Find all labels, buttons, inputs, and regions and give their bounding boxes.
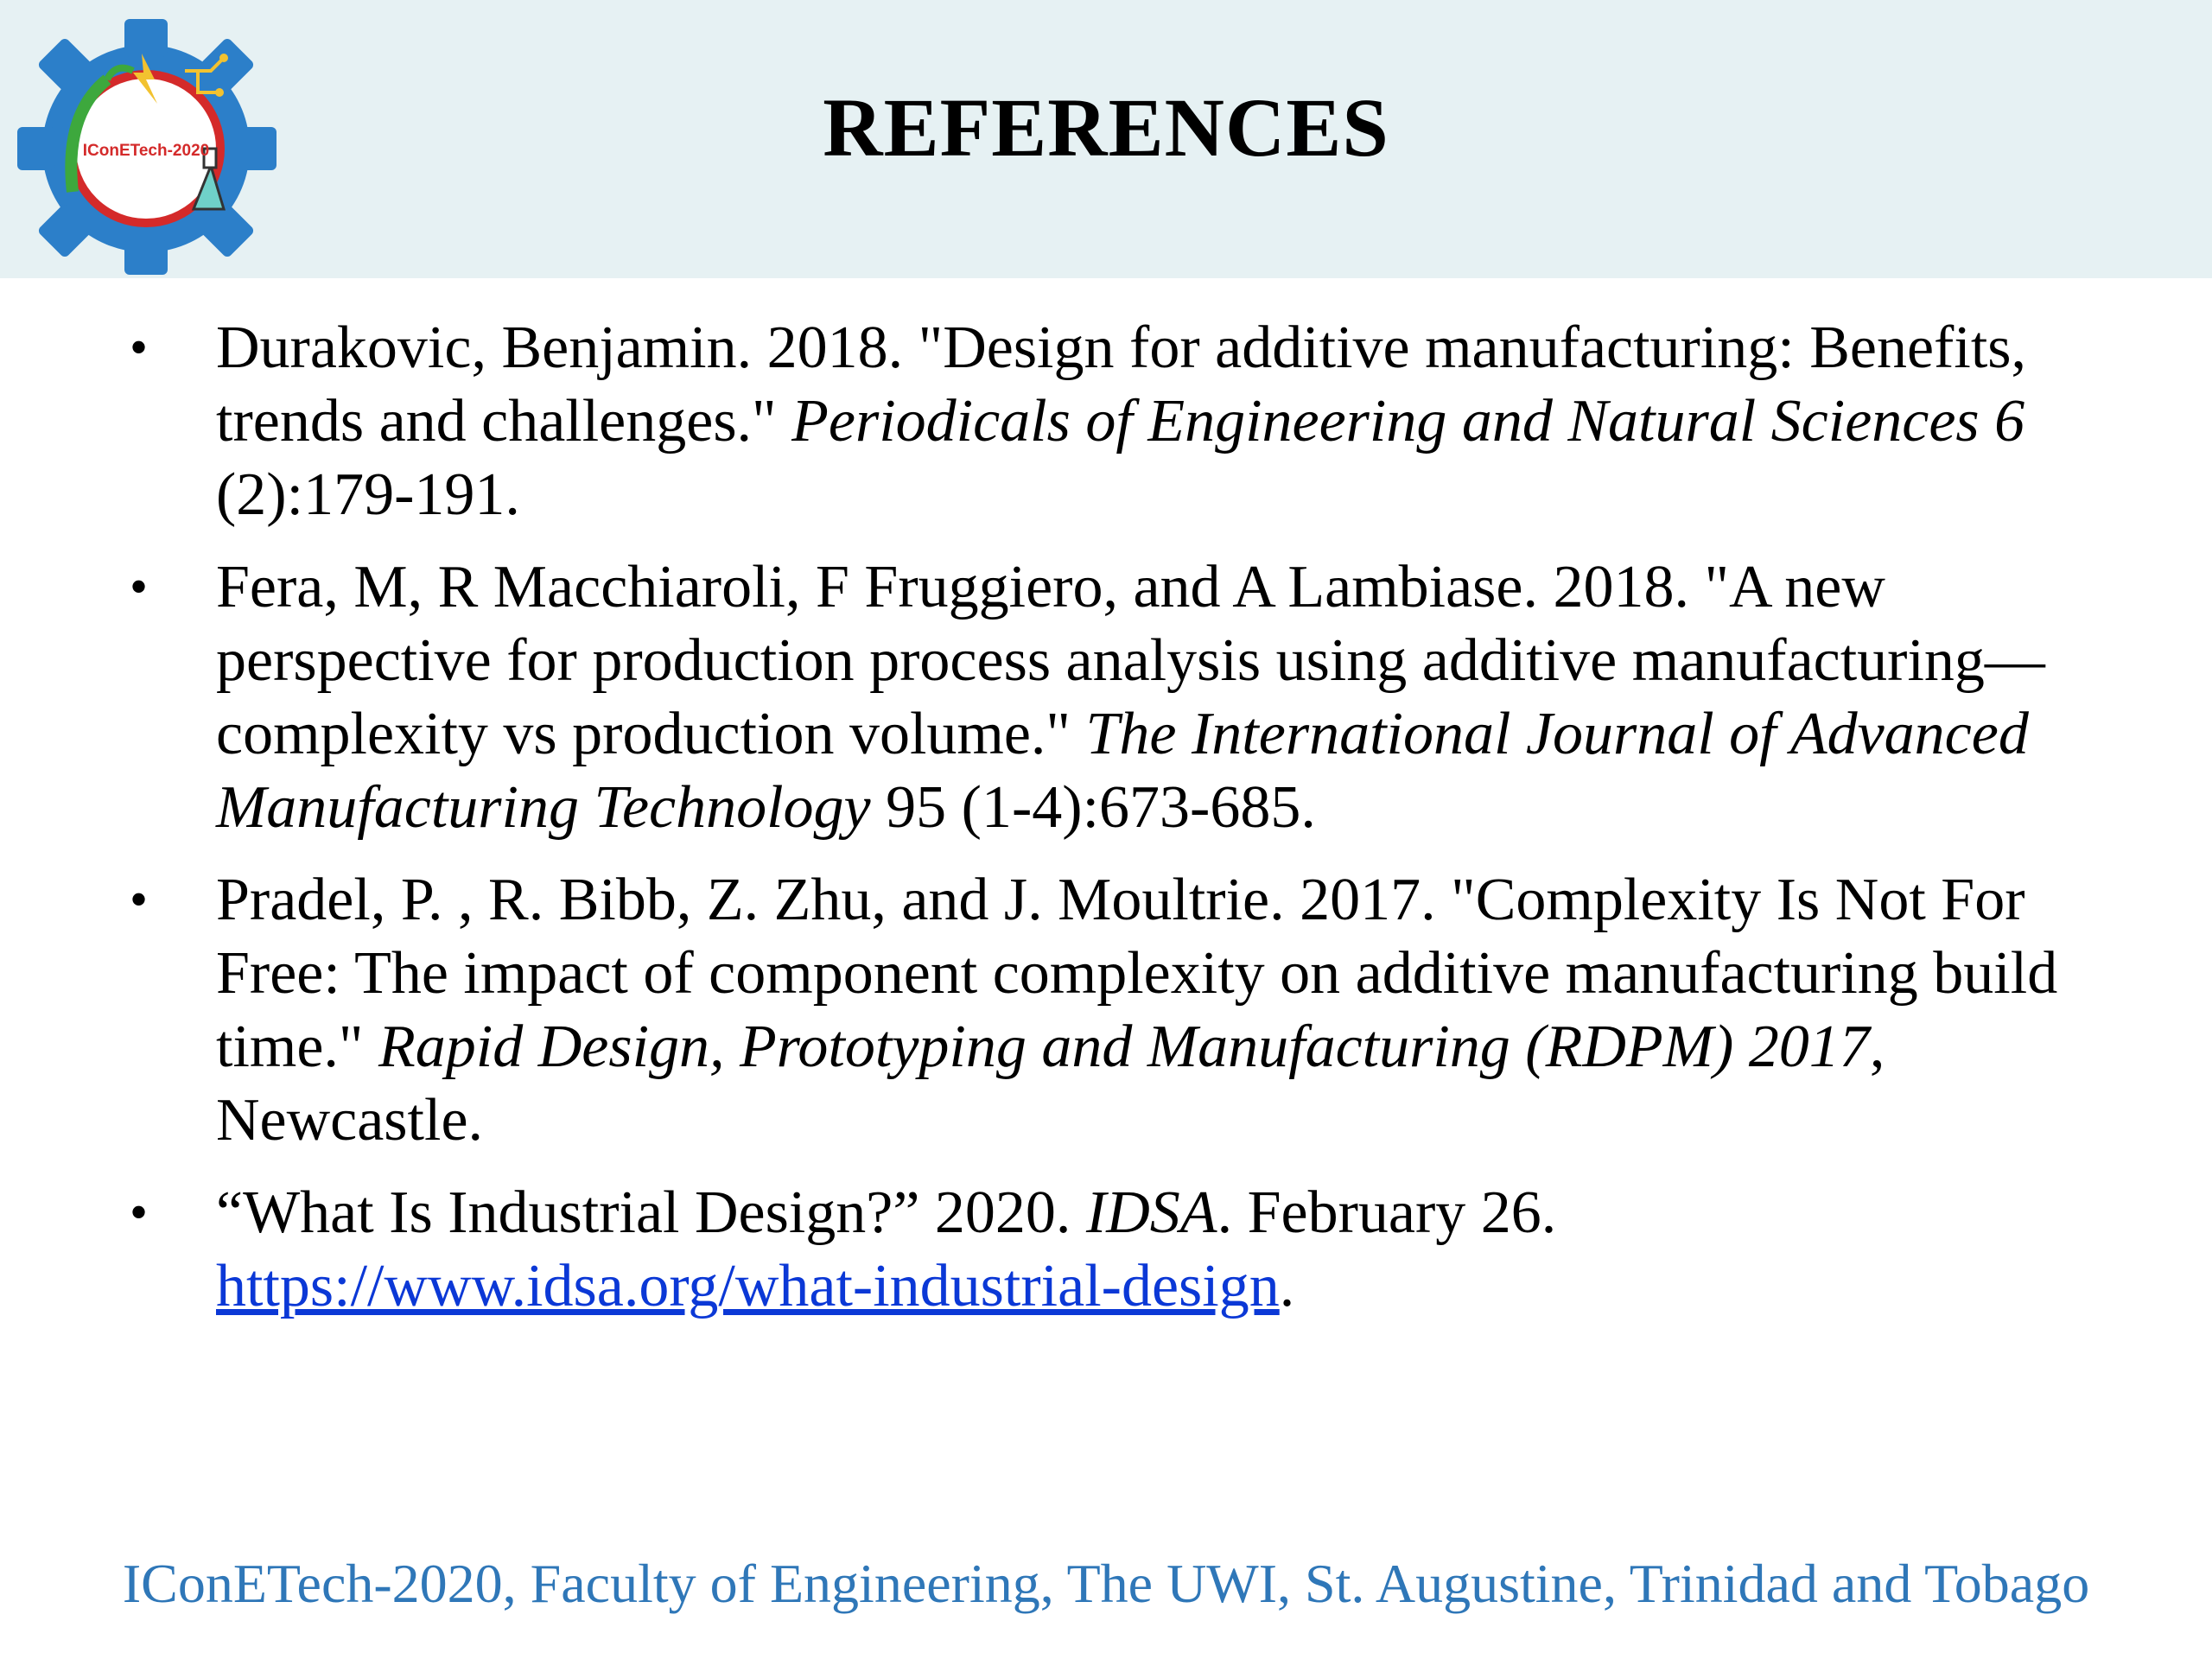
slide-title-text: REFERENCES [823,81,1389,174]
slide-footer: IConETech-2020, Faculty of Engineering, The UWI, St. Augustine, Trinidad and Tobago [122,1553,2090,1614]
reference-source: Rapid Design, Prototyping and Manufacturing (RDPM) 2017 [378,1014,1870,1080]
reference-link[interactable]: https://www.idsa.org/what-industrial-design [216,1253,1280,1319]
bullet: • [130,319,149,376]
reference-item [130,550,2117,844]
reference-details: (2):179-191. [216,461,520,528]
reference-text: “What Is Industrial Design?” 2020. [216,1179,1086,1246]
reference-item [130,1176,2117,1323]
bullet: • [130,1184,149,1241]
reference-link-period: . [1279,1253,1295,1319]
reference-source: IDSA [1085,1179,1217,1246]
logo-text: IConETech-2020 [82,142,210,160]
bullet: • [130,558,149,615]
reference-details: 95 (1-4):673-685. [870,774,1316,841]
reference-item [130,311,2117,531]
slide-title [0,81,2212,174]
reference-source: Periodicals of Engineering and Natural Sciences 6 [791,388,2025,454]
reference-item [130,863,2117,1157]
reference-list [130,311,2117,1342]
reference-details: . February 26. [1217,1179,1557,1246]
reference-text: Durakovic, Benjamin. 2018. "Design for additive manufacturing: Benefits, trends and challenges." [216,315,2027,454]
bullet: • [130,871,149,928]
reference-text: Pradel, P. , R. Bibb, Z. Zhu, and J. Moultrie. 2017. "Complexity Is Not For Free: The impact of component complexity on additive manufacturing build time." [216,867,2058,1080]
reference-text: Fera, M, R Macchiaroli, F Fruggiero, and A Lambiase. 2018. "A new perspective for production process analysis using additive manufacturing—complexity vs production volume." [216,554,2045,767]
reference-source: The International Journal of Advanced Manufacturing Technology [216,701,2029,841]
reference-details: , Newcastle. [216,1014,1885,1154]
